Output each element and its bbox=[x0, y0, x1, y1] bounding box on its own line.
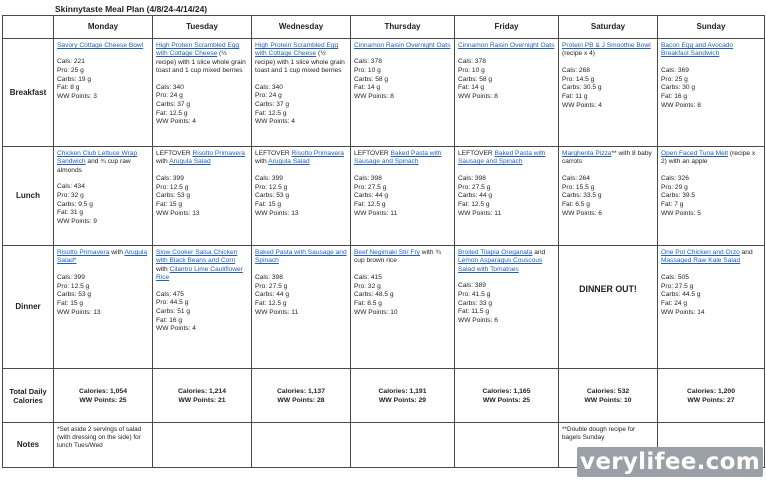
recipe-link[interactable]: Baked Pasta with Sausage and Spinach bbox=[255, 249, 347, 265]
ww-points-value: WW Points: 8 bbox=[354, 93, 394, 101]
breakfast-cell-monday bbox=[54, 39, 153, 147]
protein-value: Pro: 10 g bbox=[458, 67, 485, 75]
carbs-value: Carbs: 30 g bbox=[661, 84, 696, 92]
nutrition-info bbox=[156, 291, 248, 334]
protein-value: Pro: 12.5 g bbox=[255, 183, 288, 191]
ww-points-value: WW Points: 11 bbox=[255, 308, 299, 316]
total-ww-points: WW Points: 29 bbox=[378, 397, 427, 404]
calories-value: Cals: 505 bbox=[661, 273, 689, 281]
carbs-value: Carbs: 58 g bbox=[458, 75, 493, 83]
totals-cell-thursday bbox=[351, 369, 455, 423]
protein-value: Pro: 14.5 g bbox=[562, 75, 595, 83]
meal-description bbox=[354, 42, 451, 50]
day-header-friday: Friday bbox=[455, 16, 559, 39]
total-calories: Calories: 1,191 bbox=[378, 388, 427, 395]
recipe-link[interactable]: Arugula Salad bbox=[268, 158, 310, 166]
ww-points-value: WW Points: 4 bbox=[156, 325, 196, 333]
protein-value: Pro: 25 g bbox=[57, 67, 84, 75]
total-calories: Calories: 532 bbox=[586, 388, 630, 395]
lunch-cell-monday bbox=[54, 147, 153, 246]
meal-description bbox=[156, 150, 248, 167]
meal-description bbox=[562, 42, 654, 59]
carbs-value: Carbs: 44.5 g bbox=[661, 291, 701, 299]
nutrition-info bbox=[354, 175, 451, 218]
total-ww-points: WW Points: 27 bbox=[687, 397, 735, 404]
leftover-prefix: LEFTOVER bbox=[156, 150, 193, 157]
watermark bbox=[577, 447, 763, 477]
calories-value: Cals: 221 bbox=[57, 58, 85, 66]
meal-description bbox=[661, 249, 761, 266]
row-label-totals: Total Daily Calories bbox=[3, 369, 54, 423]
nutrition-info bbox=[255, 84, 347, 127]
carbs-value: Carbs: 53 g bbox=[255, 192, 290, 200]
breakfast-cell-sunday bbox=[658, 39, 765, 147]
carbs-value: Carbs: 51 g bbox=[156, 308, 191, 315]
carbs-value: Carbs: 19 g bbox=[57, 75, 92, 83]
fat-value: Fat: 8.5 g bbox=[354, 299, 382, 307]
carbs-value: Carbs: 53 g bbox=[57, 291, 92, 299]
watermark-text: verylifee.com bbox=[580, 449, 760, 475]
header-row bbox=[3, 16, 765, 39]
meal-extra: and ¾ cup raw almonds bbox=[57, 158, 131, 174]
recipe-link[interactable]: Risotto Primavera bbox=[57, 249, 110, 256]
ww-points-value: WW Points: 13 bbox=[156, 209, 200, 217]
nutrition-info bbox=[354, 274, 451, 317]
protein-value: Pro: 27.5 g bbox=[661, 282, 694, 290]
fat-value: Fat: 8 g bbox=[57, 84, 80, 92]
fat-value: Fat: 11.5 g bbox=[458, 308, 490, 316]
recipe-link[interactable]: Risotto Primavera bbox=[291, 150, 344, 157]
dinner-cell-wednesday bbox=[252, 246, 351, 369]
recipe-link[interactable]: Savory Cottage Cheese Bowl bbox=[57, 42, 144, 49]
fat-value: Fat: 14 g bbox=[458, 84, 485, 92]
breakfast-row bbox=[3, 39, 765, 147]
ww-points-value: WW Points: 14 bbox=[661, 308, 705, 316]
day-header-saturday: Saturday bbox=[559, 16, 658, 39]
meal-connector: with bbox=[109, 249, 125, 256]
carbs-value: Carbs: 39.5 bbox=[661, 192, 696, 200]
dinner-cell-thursday bbox=[351, 246, 455, 369]
ww-points-value: WW Points: 13 bbox=[57, 308, 101, 316]
total-ww-points: WW Points: 25 bbox=[482, 397, 531, 404]
nutrition-info bbox=[458, 282, 555, 325]
ww-points-value: WW Points: 4 bbox=[255, 118, 295, 126]
totals-cell-tuesday bbox=[153, 369, 252, 423]
carbs-value: Carbs: 44 g bbox=[354, 192, 389, 200]
corner-cell bbox=[3, 16, 54, 39]
day-header-sunday: Sunday bbox=[658, 16, 765, 39]
meal-extra: (½ recipe) with 1 slice whole grain toast and 1 cup mixed berries bbox=[255, 50, 345, 75]
meal-description bbox=[661, 150, 761, 167]
calories-value: Cals: 264 bbox=[562, 174, 590, 182]
fat-value: Fat: 12.5 g bbox=[156, 109, 188, 117]
carbs-value: Carbs: 37 g bbox=[156, 101, 191, 108]
nutrition-info bbox=[661, 274, 761, 317]
notes-cell-friday bbox=[455, 423, 559, 468]
dinner-cell-friday bbox=[455, 246, 559, 369]
ww-points-value: WW Points: 10 bbox=[354, 308, 398, 316]
carbs-value: Carbs: 37 g bbox=[255, 101, 290, 108]
recipe-link[interactable]: Bacon Egg and Avocado Breakfast Sandwich bbox=[661, 42, 734, 58]
protein-value: Pro: 24 g bbox=[156, 92, 183, 100]
totals-cell-sunday bbox=[658, 369, 765, 423]
protein-value: Pro: 25 g bbox=[661, 75, 688, 83]
meal-description bbox=[255, 150, 347, 167]
carbs-value: Carbs: 58 g bbox=[354, 75, 389, 83]
fat-value: Fat: 16 g bbox=[661, 92, 688, 100]
meal-description bbox=[458, 42, 555, 50]
nutrition-info bbox=[156, 84, 248, 127]
ww-points-value: WW Points: 6 bbox=[562, 209, 602, 217]
protein-value: Pro: 32 g bbox=[354, 282, 381, 290]
fat-value: Fat: 16 g bbox=[156, 316, 183, 324]
lunch-cell-tuesday bbox=[153, 147, 252, 246]
meal-plan-table bbox=[2, 15, 765, 468]
lunch-cell-saturday bbox=[559, 147, 658, 246]
calories-value: Cals: 378 bbox=[354, 58, 382, 66]
meal-description bbox=[255, 42, 347, 76]
meal-description bbox=[354, 150, 451, 167]
recipe-link[interactable]: High Protein Scrambled Egg with Cottage Cheese bbox=[156, 42, 240, 58]
meal-connector: with bbox=[156, 265, 170, 273]
leftover-prefix: LEFTOVER bbox=[255, 150, 292, 157]
calories-value: Cals: 434 bbox=[57, 183, 85, 191]
breakfast-cell-saturday bbox=[559, 39, 658, 147]
notes-cell-thursday bbox=[351, 423, 455, 468]
calories-value: Cals: 475 bbox=[156, 290, 184, 298]
breakfast-cell-wednesday bbox=[252, 39, 351, 147]
recipe-link[interactable]: Cinnamon Raisin Overnight Oats bbox=[458, 42, 555, 49]
total-calories: Calories: 1,200 bbox=[687, 388, 735, 395]
dinner-cell-monday bbox=[54, 246, 153, 369]
protein-value: Pro: 27.5 g bbox=[354, 183, 387, 191]
totals-row bbox=[3, 369, 765, 423]
row-label-lunch: Lunch bbox=[3, 147, 54, 246]
fat-value: Fat: 11 g bbox=[562, 92, 588, 100]
ww-points-value: WW Points: 4 bbox=[562, 101, 602, 109]
breakfast-cell-tuesday bbox=[153, 39, 252, 147]
ww-points-value: WW Points: 13 bbox=[255, 209, 299, 217]
row-label-notes: Notes bbox=[3, 423, 54, 468]
lunch-cell-sunday bbox=[658, 147, 765, 246]
ww-points-value: WW Points: 5 bbox=[661, 209, 701, 217]
dinner-out-label: DINNER OUT! bbox=[579, 284, 637, 294]
nutrition-info bbox=[57, 183, 149, 226]
carbs-value: Carbs: 53 g bbox=[156, 192, 191, 200]
calories-value: Cals: 326 bbox=[661, 174, 689, 182]
dinner-cell-sunday bbox=[658, 246, 765, 369]
meal-extra: (½ recipe) with 1 slice whole grain toast and 1 cup mixed berries bbox=[156, 50, 246, 75]
row-label-breakfast: Breakfast bbox=[3, 39, 54, 147]
recipe-link[interactable]: One Pot Chicken and Orzo bbox=[661, 249, 740, 256]
row-label-dinner: Dinner bbox=[3, 246, 54, 369]
recipe-link[interactable]: Risotto Primavera bbox=[192, 150, 245, 157]
protein-value: Pro: 29 g bbox=[661, 183, 688, 191]
page-title: Skinnytaste Meal Plan (4/8/24-4/14/24) bbox=[55, 4, 208, 14]
meal-description bbox=[562, 150, 654, 167]
nutrition-info bbox=[562, 67, 654, 110]
dinner-cell-tuesday bbox=[153, 246, 252, 369]
meal-description bbox=[458, 249, 555, 274]
fat-value: Fat: 15 g bbox=[57, 299, 84, 307]
recipe-link[interactable]: Cilantro Lime Cauliflower Rice bbox=[156, 265, 243, 282]
recipe-link[interactable]: High Protein Scrambled Egg with Cottage Cheese bbox=[255, 42, 339, 58]
recipe-link[interactable]: Lemon Asparagus Couscous Salad with Tomatoes bbox=[458, 257, 543, 273]
nutrition-info bbox=[57, 58, 149, 101]
carbs-value: Carbs: 44 g bbox=[255, 291, 290, 299]
calories-value: Cals: 268 bbox=[562, 66, 590, 74]
recipe-link[interactable]: Baked Pasta with Sausage and Spinach bbox=[458, 150, 546, 166]
nutrition-info bbox=[156, 175, 248, 218]
total-calories: Calories: 1,165 bbox=[482, 388, 531, 395]
ww-points-value: WW Points: 11 bbox=[354, 209, 398, 217]
fat-value: Fat: 24 g bbox=[661, 299, 688, 307]
carbs-value: Carbs: 30.5 g bbox=[562, 84, 602, 92]
nutrition-info bbox=[354, 58, 451, 101]
day-header-wednesday: Wednesday bbox=[252, 16, 351, 39]
calories-value: Cals: 340 bbox=[156, 83, 184, 91]
leftover-prefix: LEFTOVER bbox=[354, 150, 391, 157]
breakfast-cell-friday bbox=[455, 39, 559, 147]
nutrition-info bbox=[255, 175, 347, 218]
meal-extra: (recipe x 2) with an apple bbox=[661, 150, 756, 166]
nutrition-info bbox=[661, 67, 761, 110]
protein-value: Pro: 27.5 g bbox=[458, 183, 491, 191]
fat-value: Fat: 15 g bbox=[156, 200, 183, 208]
notes-cell-wednesday bbox=[252, 423, 351, 468]
carbs-value: Carbs: 48.5 g bbox=[354, 291, 394, 299]
calories-value: Cals: 399 bbox=[255, 174, 283, 182]
recipe-link[interactable]: Chicken Club Lettuce Wrap Sandwich bbox=[57, 150, 138, 166]
calories-value: Cals: 340 bbox=[255, 83, 283, 91]
meal-description bbox=[57, 249, 149, 266]
protein-value: Pro: 32 g bbox=[57, 191, 84, 199]
calories-value: Cals: 399 bbox=[57, 273, 85, 281]
protein-value: Pro: 27.5 g bbox=[255, 282, 288, 290]
fat-value: Fat: 12.5 g bbox=[354, 200, 386, 208]
notes-cell-saturday: **Double dough recipe for bagels Sunday bbox=[559, 423, 658, 468]
notes-cell-monday: *Set aside 2 servings of salad (with dressing on the side) for lunch Tues/Wed bbox=[54, 423, 153, 468]
meal-extra: ** with 8 baby carrots bbox=[562, 150, 652, 166]
recipe-link[interactable]: Baked Pasta with Sausage and Spinach bbox=[354, 150, 442, 166]
meal-description bbox=[156, 249, 248, 283]
recipe-link[interactable]: Open Faced Tuna Melt bbox=[661, 150, 729, 157]
nutrition-info bbox=[562, 175, 654, 218]
total-ww-points: WW Points: 10 bbox=[584, 397, 632, 404]
carbs-value: Carbs: 33.5 g bbox=[562, 192, 602, 200]
breakfast-cell-thursday bbox=[351, 39, 455, 147]
calories-value: Cals: 398 bbox=[255, 273, 283, 281]
ww-points-value: WW Points: 6 bbox=[458, 316, 498, 324]
totals-cell-saturday bbox=[559, 369, 658, 423]
protein-value: Pro: 12.5 g bbox=[156, 183, 189, 191]
meal-connector: and bbox=[739, 249, 753, 256]
total-calories: Calories: 1,137 bbox=[277, 388, 325, 395]
meal-description bbox=[354, 249, 451, 266]
meal-extra: (recipe x 4) bbox=[562, 50, 595, 58]
fat-value: Fat: 31 g bbox=[57, 209, 84, 217]
meal-connector: with bbox=[255, 158, 269, 166]
lunch-row bbox=[3, 147, 765, 246]
recipe-link[interactable]: Cinnamon Raisin Overnight Oats bbox=[354, 42, 451, 49]
recipe-link[interactable]: Margherita Pizza bbox=[562, 150, 612, 157]
fat-value: Fat: 7 g bbox=[661, 200, 684, 208]
nutrition-info bbox=[458, 58, 555, 101]
nutrition-info bbox=[255, 274, 347, 317]
nutrition-info bbox=[458, 175, 555, 218]
meal-description bbox=[458, 150, 555, 167]
calories-value: Cals: 369 bbox=[661, 66, 689, 74]
dinner-cell-saturday bbox=[559, 246, 658, 369]
calories-value: Cals: 399 bbox=[156, 174, 184, 182]
total-ww-points: WW Points: 28 bbox=[277, 397, 325, 404]
recipe-link[interactable]: Protein PB & J Smoothie Bowl bbox=[562, 42, 651, 49]
calories-value: Cals: 398 bbox=[458, 174, 486, 182]
ww-points-value: WW Points: 9 bbox=[57, 217, 97, 225]
meal-extra: with ¾ cup brown rice bbox=[354, 249, 441, 265]
leftover-prefix: LEFTOVER bbox=[458, 150, 495, 157]
recipe-link[interactable]: Broiled Tilapia Oreganata bbox=[458, 249, 533, 256]
lunch-cell-thursday bbox=[351, 147, 455, 246]
recipe-link[interactable]: Arugula Salad* bbox=[57, 249, 148, 265]
fat-value: Fat: 14 g bbox=[354, 84, 381, 92]
fat-value: Fat: 12.5 g bbox=[255, 299, 287, 307]
lunch-cell-friday bbox=[455, 147, 559, 246]
totals-cell-wednesday bbox=[252, 369, 351, 423]
protein-value: Pro: 44.5 g bbox=[156, 299, 189, 307]
protein-value: Pro: 41.5 g bbox=[458, 290, 491, 298]
recipe-link[interactable]: Massaged Raw Kale Salad bbox=[661, 257, 741, 265]
day-header-monday: Monday bbox=[54, 16, 153, 39]
day-header-thursday: Thursday bbox=[351, 16, 455, 39]
day-header-tuesday: Tuesday bbox=[153, 16, 252, 39]
recipe-link[interactable]: Beef Negimaki Stir Fry bbox=[354, 249, 420, 256]
carbs-value: Carbs: 9.5 g bbox=[57, 200, 93, 208]
meal-connector: and bbox=[532, 249, 546, 256]
total-ww-points: WW Points: 25 bbox=[79, 397, 127, 404]
calories-value: Cals: 398 bbox=[354, 174, 382, 182]
ww-points-value: WW Points: 4 bbox=[156, 118, 196, 126]
protein-value: Pro: 12.5 g bbox=[57, 282, 90, 290]
protein-value: Pro: 15.5 g bbox=[562, 183, 595, 191]
nutrition-info bbox=[661, 175, 761, 218]
carbs-value: Carbs: 33 g bbox=[458, 299, 493, 307]
protein-value: Pro: 10 g bbox=[354, 67, 381, 75]
notes-cell-tuesday bbox=[153, 423, 252, 468]
ww-points-value: WW Points: 11 bbox=[458, 209, 502, 217]
total-calories: Calories: 1,054 bbox=[79, 388, 127, 395]
lunch-cell-wednesday bbox=[252, 147, 351, 246]
calories-value: Cals: 415 bbox=[354, 273, 382, 281]
fat-value: Fat: 6.5 g bbox=[562, 200, 590, 208]
fat-value: Fat: 15 g bbox=[255, 200, 282, 208]
meal-connector: with bbox=[156, 158, 170, 166]
fat-value: Fat: 12.5 g bbox=[255, 109, 287, 117]
dinner-row bbox=[3, 246, 765, 369]
ww-points-value: WW Points: 8 bbox=[458, 93, 498, 101]
fat-value: Fat: 12.5 g bbox=[458, 200, 490, 208]
recipe-link[interactable]: Slow Cooker Salsa Chicken with Black Beans and Corn bbox=[156, 249, 238, 265]
nutrition-info bbox=[57, 274, 149, 317]
calories-value: Cals: 389 bbox=[458, 282, 486, 290]
meal-description bbox=[57, 150, 149, 175]
meal-description bbox=[255, 249, 347, 266]
meal-description bbox=[661, 42, 761, 59]
totals-cell-monday bbox=[54, 369, 153, 423]
meal-description bbox=[156, 42, 248, 76]
protein-value: Pro: 24 g bbox=[255, 92, 282, 100]
total-calories: Calories: 1,214 bbox=[178, 388, 226, 395]
ww-points-value: WW Points: 3 bbox=[57, 93, 97, 101]
ww-points-value: WW Points: 8 bbox=[661, 101, 701, 109]
recipe-link[interactable]: Arugula Salad bbox=[169, 158, 211, 166]
calories-value: Cals: 378 bbox=[458, 58, 486, 66]
totals-cell-friday bbox=[455, 369, 559, 423]
carbs-value: Carbs: 44 g bbox=[458, 192, 493, 200]
total-ww-points: WW Points: 21 bbox=[178, 397, 226, 404]
meal-description bbox=[57, 42, 149, 50]
